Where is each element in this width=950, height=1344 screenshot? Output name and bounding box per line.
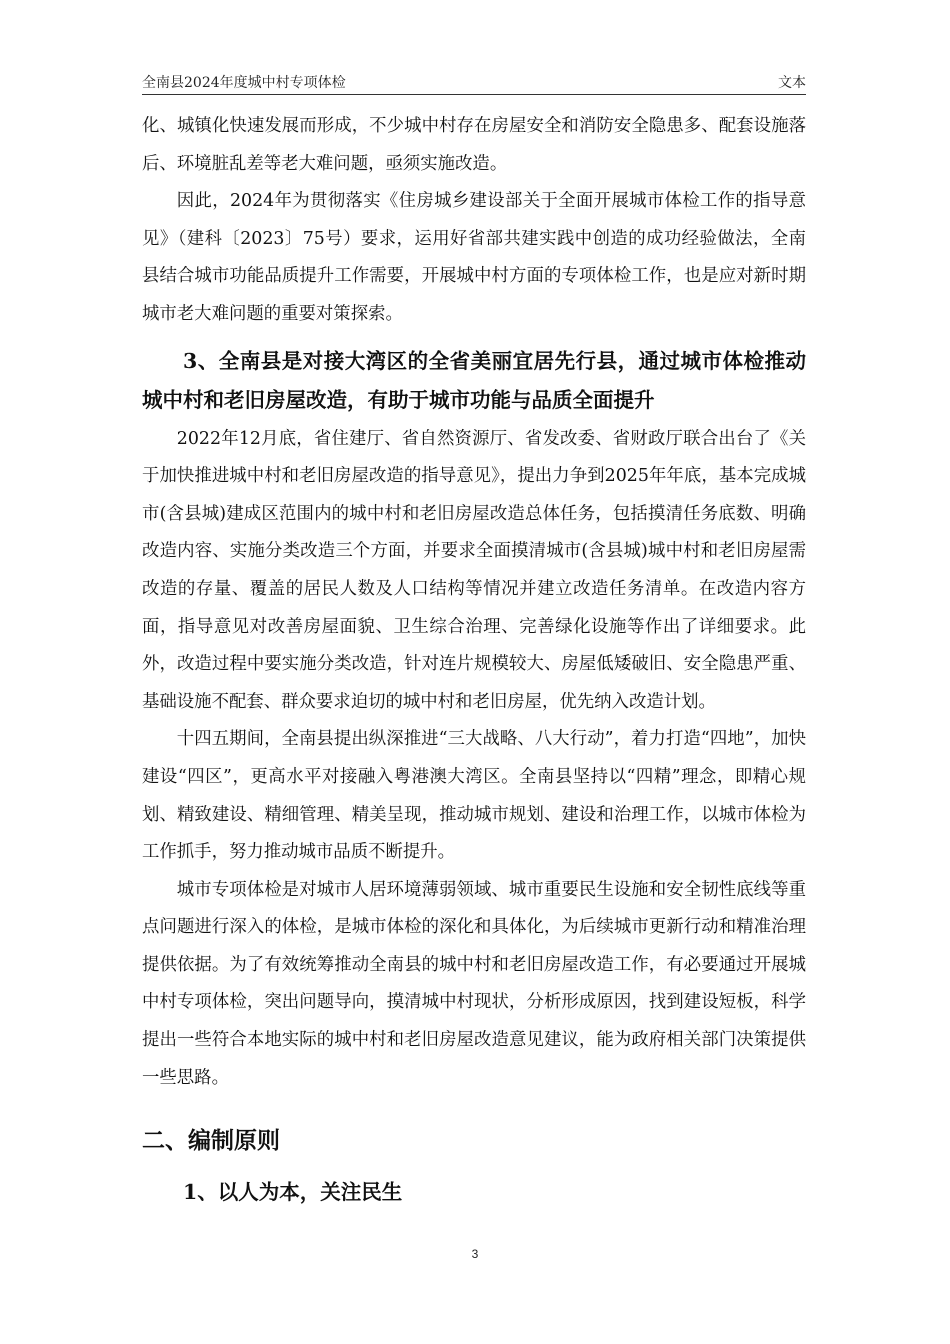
chapter-heading: 二、编制原则 — [142, 1127, 280, 1155]
paragraph-5: 城市专项体检是对城市人居环境薄弱领域、城市重要民生设施和安全韧性底线等重点问题进行深入的体检，是城市体检的深化和具体化，为后续城市更新行动和精准治理提供依据。为了有效统筹推动全南县的城中村和老旧房屋改造工作，有必要通过开展城中村专项体检，突出问题导向，摸清城中村现状，分析形成原因，找到建设短板，科学提出一些符合本地实际的城中村和老旧房屋改造意见建议，能为政府相关部门决策提供一些思路。 — [142, 879, 806, 1088]
document-body — [142, 108, 806, 1207]
header-label: 文本 — [778, 75, 806, 91]
paragraph-1: 化、城镇化快速发展而形成，不少城中村存在房屋安全和消防安全隐患多、配套设施落后、环境脏乱差等老大难问题，亟须实施改造。 — [142, 116, 806, 174]
paragraph-3: 2022年12月底，省住建厅、省自然资源厅、省发改委、省财政厅联合出台了《关于加快推进城中村和老旧房屋改造的指导意见》，提出力争到2025年年底，基本完成城市(含县城)建成区范围内的城中村和老旧房屋改造总体任务，包括摸清任务底数、明确改造内容、实施分类改造三个方面，并要求全面摸清城市(含县城)城中村和老旧房屋需改造的存量、覆盖的居民人数及人口结构等情况并建立改造任务清单。在改造内容方面，指导意见对改善房屋面貌、卫生综合治理、完善绿化设施等作出了详细要求。此外，改造过程中要实施分类改造，针对连片规模较大、房屋低矮破旧、安全隐患严重、基础设施不配套、群众要求迫切的城中村和老旧房屋，优先纳入改造计划。 — [142, 428, 806, 712]
paragraph-4: 十四五期间，全南县提出纵深推进“三大战略、八大行动”，着力打造“四地”，加快建设“四区”，更高水平对接融入粤港澳大湾区。全南县坚持以“四精”理念，即精心规划、精致建设、精细管理、精美呈现，推动城市规划、建设和治理工作，以城市体检为工作抓手，努力推动城市品质不断提升。 — [142, 729, 806, 863]
header-title: 全南县2024年度城中村专项体检 — [142, 75, 346, 91]
page-number: 3 — [471, 1247, 479, 1261]
paragraph-2: 因此，2024年为贯彻落实《住房城乡建设部关于全面开展城市体检工作的指导意见》（建科〔2023〕75号）要求，运用好省部共建实践中创造的成功经验做法，全南县结合城市功能品质提升工作需要，开展城中村方面的专项体检工作，也是应对新时期城市老大难问题的重要对策探索。 — [142, 191, 806, 324]
section-heading-3: 3、全南县是对接大湾区的全省美丽宜居先行县，通过城市体检推动城中村和老旧房屋改造，有助于城市功能与品质全面提升 — [142, 348, 806, 412]
page-header — [142, 70, 806, 95]
subsection-heading: 1、以人为本，关注民生 — [183, 1180, 403, 1205]
